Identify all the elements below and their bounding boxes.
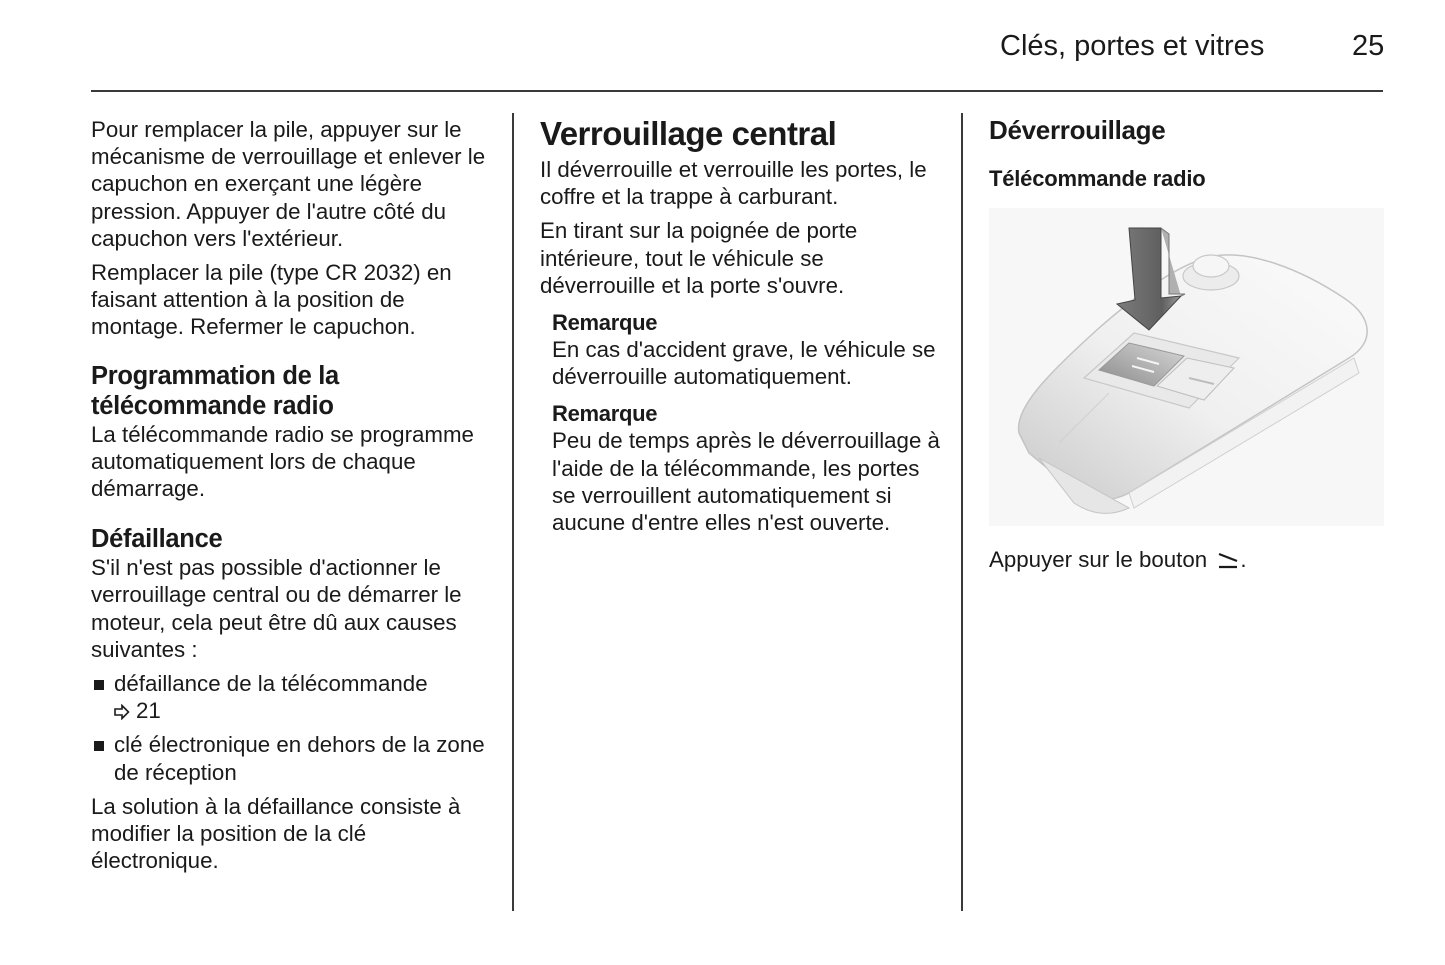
key-fob-icon bbox=[989, 208, 1384, 526]
subheading-radio-remote: Télécommande radio bbox=[989, 166, 1206, 191]
paragraph-battery-replace: Pour remplacer la pile, appuyer sur le mécanisme de verrouillage et enlever le capuchon en exerçant une légère pression. Appuyer de l'autre côté du capuchon vers l'extérieur. bbox=[91, 117, 486, 251]
section-heading-failure: Défaillance bbox=[91, 525, 223, 554]
section-heading-programming: Programmation de la télécommande radio bbox=[91, 361, 339, 420]
page-number: 25 bbox=[1352, 30, 1385, 62]
header-divider bbox=[91, 90, 1383, 92]
section-programming bbox=[91, 361, 491, 503]
paragraph-central-locking: Il déverrouille et verrouille les portes, le coffre et la trappe à carburant. bbox=[540, 157, 927, 210]
page-reference-link[interactable]: 21 bbox=[114, 698, 161, 723]
bullet-square-icon bbox=[94, 741, 104, 751]
page-reference-arrow-icon bbox=[114, 704, 130, 720]
paragraph-battery-type: Remplacer la pile (type CR 2032) en faisant attention à la position de montage. Refermer le capuchon. bbox=[91, 260, 452, 340]
failure-causes-list bbox=[91, 670, 491, 786]
section-heading-unlocking: Déverrouillage bbox=[989, 115, 1166, 145]
note-label: Remarque bbox=[552, 401, 658, 427]
paragraph-door-handle: En tirant sur la poignée de porte intérieure, tout le véhicule se déverrouille et la porte s'ouvre. bbox=[540, 218, 858, 298]
chapter-title: Clés, portes et vitres bbox=[1000, 30, 1265, 62]
column-left bbox=[91, 112, 491, 881]
list-item: clé électronique en dehors de la zone de réception bbox=[91, 731, 491, 785]
note-label: Remarque bbox=[552, 310, 658, 336]
list-item: défaillance de la télécommande 21 bbox=[91, 670, 491, 724]
section-heading-central-locking: Verrouillage central bbox=[540, 115, 837, 152]
paragraph-failure-intro: S'il n'est pas possible d'actionner le verrouillage central ou de démarrer le moteur, cela peut être dû aux causes suivantes : bbox=[91, 555, 462, 662]
column-divider-2 bbox=[961, 113, 963, 911]
note-text: Peu de temps après le déverrouillage à l'aide de la télécommande, les portes se verrouillent automatiquement si aucune d'entre elles n'est ouverte. bbox=[552, 428, 940, 536]
note-accident bbox=[552, 309, 940, 390]
note-text: En cas d'accident grave, le véhicule se déverrouille automatiquement. bbox=[552, 337, 936, 390]
note-auto-relock bbox=[552, 400, 940, 536]
unlock-button-symbol-icon bbox=[1217, 550, 1239, 570]
bullet-square-icon bbox=[94, 680, 104, 690]
column-middle bbox=[540, 112, 940, 543]
column-divider-1 bbox=[512, 113, 514, 911]
paragraph-programming: La télécommande radio se programme automatiquement lors de chaque démarrage. bbox=[91, 421, 474, 502]
key-fob-illustration bbox=[989, 208, 1384, 526]
column-right bbox=[989, 112, 1384, 573]
paragraph-failure-solution: La solution à la défaillance consiste à modifier la position de la clé électronique. bbox=[91, 793, 461, 874]
instruction-press-button: Appuyer sur le bouton . bbox=[989, 547, 1247, 572]
section-failure bbox=[91, 524, 491, 874]
